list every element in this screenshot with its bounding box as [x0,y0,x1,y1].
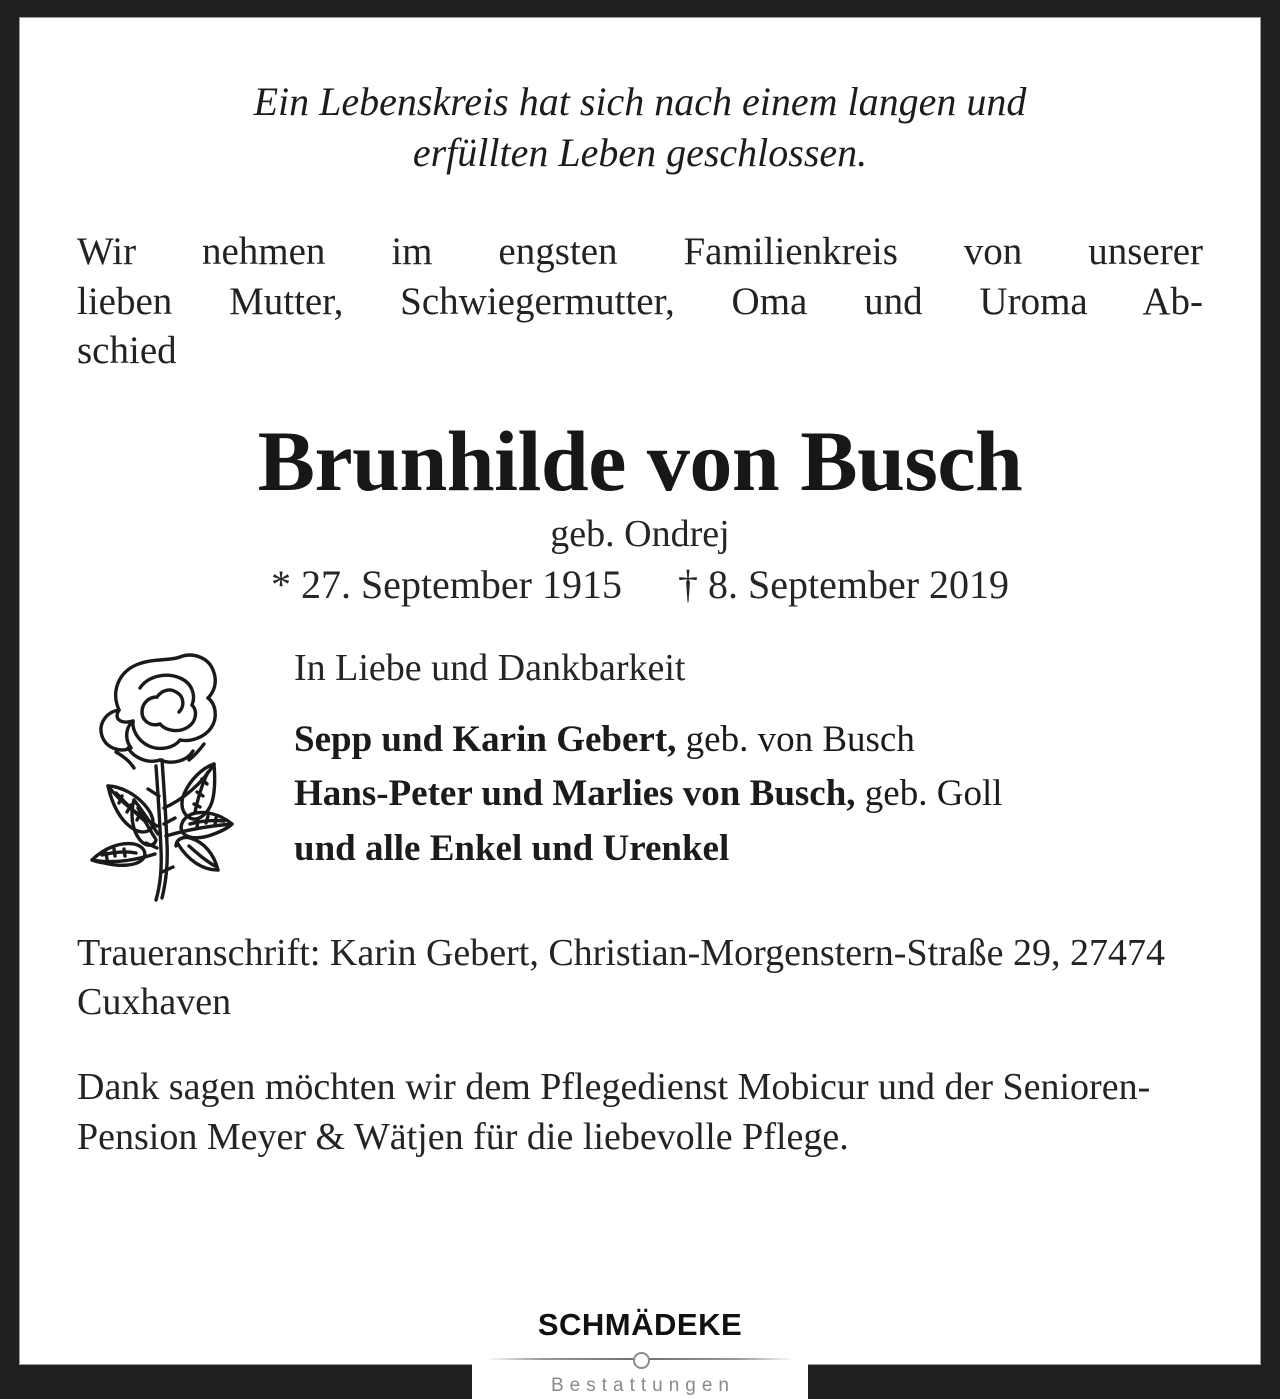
birth-date: * 27. September 1915 [270,562,622,608]
family-lead: In Liebe und Dankbarkeit [294,647,686,690]
funeral-home-logo [472,1303,808,1399]
family-text [294,646,1260,876]
epigraph: Ein Lebenskreis hat sich nach einem langen und erfüllten Leben geschlossen. [253,79,1027,176]
logo-company-name: SCHMÄDEKE [537,1307,743,1342]
family-section [20,646,1260,896]
family-entry-detail: geb. von Busch [676,718,915,760]
thanks-paragraph: Dank sagen möchten wir dem Pflegedienst Mobicur und der Senioren-Pension Meyer & Wätjen für die liebevolle Pflege. [77,1066,1151,1158]
family-entry-name: Hans-Peter und Marlies von Busch, [294,773,856,815]
notice-paper [19,17,1261,1365]
family-names [294,713,1220,876]
rose-icon [56,648,271,906]
family-entry-name: Sepp und Karin Gebert, [294,718,677,760]
logo-divider [485,1352,795,1366]
intro-line: schied [77,329,177,373]
death-date: † 8. September 2019 [678,562,1010,608]
family-entry [294,767,1220,821]
deceased-maiden-name: geb. Ondrej [550,513,730,556]
logo-subtitle: Bestattungen [551,1375,735,1396]
mourning-address: Traueranschrift: Karin Gebert, Christian-Morgenstern-Straße 29, 27474 Cuxhaven [77,932,1166,1023]
family-entry-name: und alle Enkel und Urenkel [294,827,730,869]
family-entry [294,713,1220,767]
intro-line: Wir nehmen im engsten Familienkreis von unserer [77,230,1203,274]
logo-circle-icon [633,1352,650,1369]
family-entry-detail: geb. Goll [855,773,1003,815]
deceased-name: Brunhilde von Busch [257,412,1023,509]
deceased-dates [20,561,1260,608]
intro-line: lieben Mutter, Schwiegermutter, Oma und Uroma Ab- [77,279,1203,323]
family-entry [294,822,1220,876]
intro-paragraph [77,227,1203,376]
